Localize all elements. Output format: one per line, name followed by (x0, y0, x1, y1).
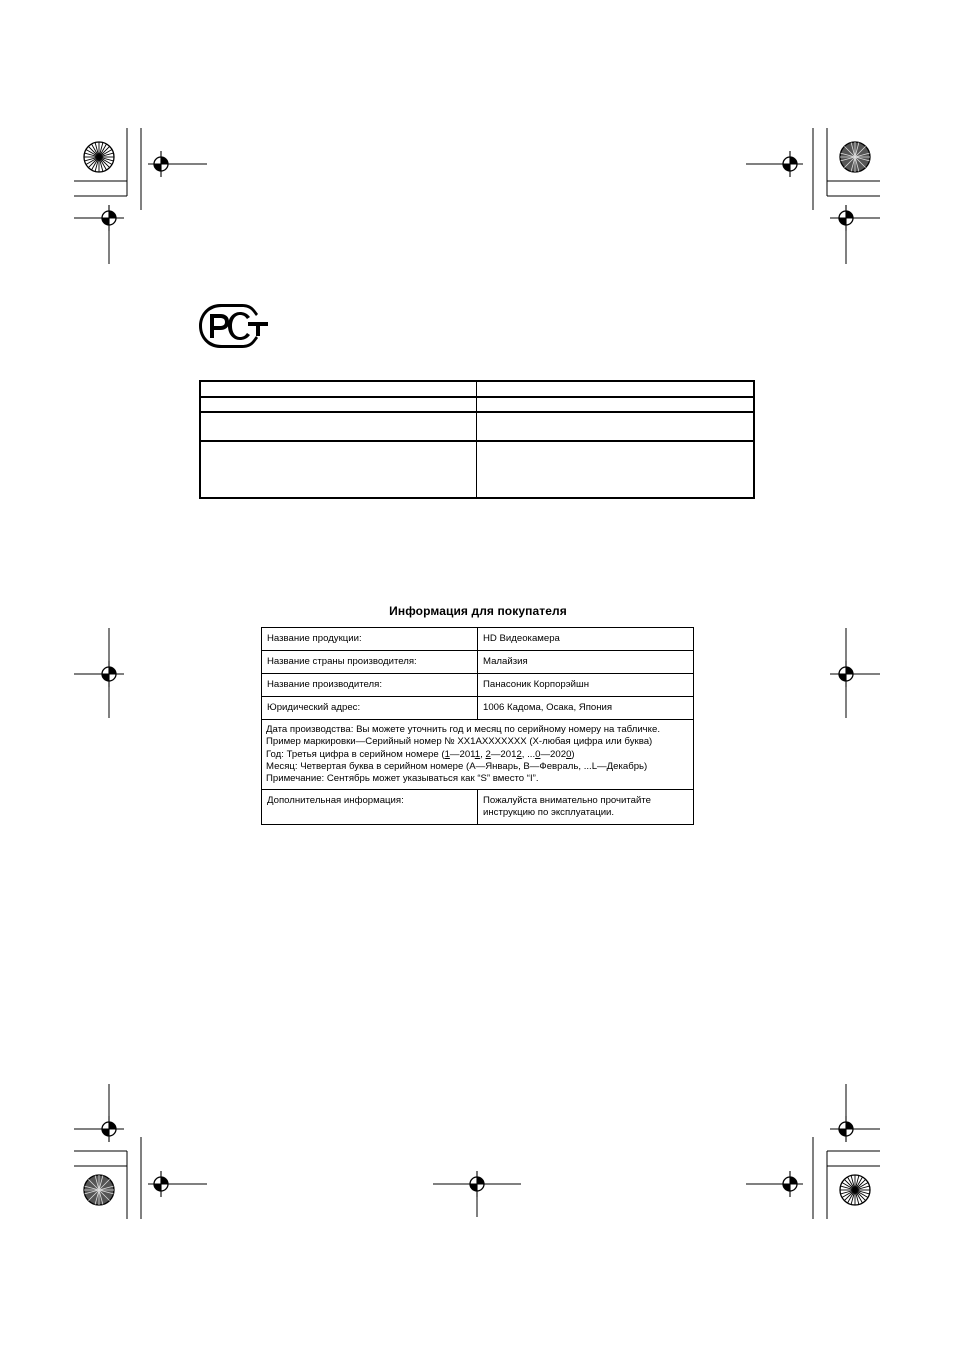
row-value: Малайзия (478, 651, 694, 674)
row-value (478, 790, 694, 825)
year-text: ) (571, 748, 575, 760)
info-title: Информация для покупателя (389, 604, 567, 618)
additional-value-line: Пожалуйста внимательно прочитайте (483, 795, 652, 807)
grid-row-divider (201, 440, 753, 442)
row-label: Название продукции: (262, 628, 478, 651)
production-line: Месяц: Четвертая буква в серийном номере (A—Январь, B—Февраль, ...L—Декабрь) (266, 760, 648, 772)
row-value: 1006 Кадома, Осака, Япония (478, 697, 694, 720)
production-date-row (262, 720, 694, 790)
production-line: Пример маркировки—Серийный номер № XX1AXXXXXXX (X-любая цифра или буква) (266, 736, 653, 748)
table-row (262, 651, 694, 674)
year-text: , (480, 748, 486, 760)
production-year-line (266, 749, 689, 761)
row-value: HD Видеокамера (478, 628, 694, 651)
row-label: Юридический адрес: (262, 697, 478, 720)
year-text: Год: Третья цифра в серийном номере ( (266, 748, 445, 760)
row-value: Панасоник Корпорэйшн (478, 674, 694, 697)
row-label: Название страны производителя: (262, 651, 478, 674)
year-digit: 1 (444, 748, 450, 760)
year-digit: 0 (535, 748, 541, 760)
production-date-info (262, 720, 694, 790)
production-line: Дата производства: Вы можете уточнить год и месяц по серийному номеру на табличке. (266, 724, 660, 735)
year-digit: 2 (485, 748, 491, 760)
production-line: Примечание: Сентябрь может указываться как “S” вместо “I”. (266, 773, 539, 785)
grid-row-divider (201, 396, 753, 398)
additional-value-line: инструкцию по эксплуатации. (483, 807, 615, 819)
customer-info-table (261, 627, 694, 825)
year-digit: 1 (474, 748, 481, 760)
pct-certification-logo (198, 302, 270, 350)
year-digit: 2 (516, 748, 522, 760)
year-text: —201 (449, 748, 475, 760)
year-text: —201 (490, 748, 517, 760)
row-label: Дополнительная информация: (262, 790, 478, 825)
year-text: —202 (540, 748, 567, 760)
row-label: Название производителя: (262, 674, 478, 697)
grid-row-divider (201, 411, 753, 413)
year-text: , ... (521, 748, 536, 760)
empty-grid-table (199, 380, 755, 499)
table-row (262, 697, 694, 720)
table-row (262, 628, 694, 651)
table-row (262, 674, 694, 697)
year-digit: 0 (566, 748, 572, 760)
table-row (262, 790, 694, 825)
